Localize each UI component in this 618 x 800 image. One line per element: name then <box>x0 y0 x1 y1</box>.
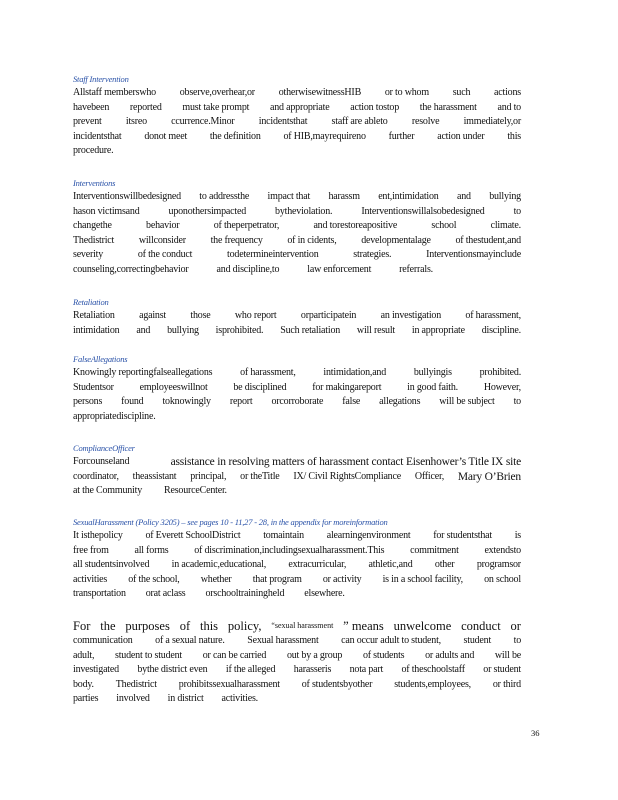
text-run: transportation <box>73 588 126 600</box>
text-run: strategies. <box>353 249 392 261</box>
text-run: nota part <box>349 664 384 676</box>
paragraph-line <box>73 558 521 573</box>
text-run: of a sexual nature. <box>155 635 225 646</box>
text-run: at the Community <box>73 485 143 497</box>
paragraph-line <box>73 678 521 693</box>
text-run: impact that <box>267 191 311 202</box>
text-run: to <box>513 635 521 646</box>
text-run: or can be carried <box>202 649 267 661</box>
text-run: student <box>463 635 492 646</box>
text-run: or to whom <box>384 87 429 98</box>
paragraph-line <box>73 130 521 145</box>
text-run: severity <box>73 249 104 261</box>
page-number: 36 <box>531 728 540 738</box>
text-run: referrals. <box>399 263 433 275</box>
text-run: false <box>342 396 361 408</box>
text-run: of the school, <box>128 573 180 585</box>
text-run: bullyingis <box>413 367 452 378</box>
section-interventions <box>73 178 521 278</box>
text-run: will be subject <box>439 396 495 408</box>
text-run: programsor <box>476 559 521 571</box>
text-run: in district <box>167 693 204 705</box>
text-run: hason victimsand <box>73 205 140 217</box>
text-run: the harassment <box>419 101 477 113</box>
section-heading: FalseAllegations <box>73 354 128 364</box>
paragraph-line <box>73 381 521 396</box>
text-run: Allstaff memberswho <box>73 87 156 98</box>
paragraph-line <box>73 470 521 485</box>
text-run: resolve <box>411 116 440 128</box>
text-run: report <box>229 396 253 408</box>
text-run: reported <box>129 101 162 113</box>
text-run: ResourceCenter. <box>164 485 227 497</box>
text-run: the frequency <box>210 234 263 246</box>
text-run: can occur adult to student, <box>341 635 441 646</box>
text-run: procedure. <box>73 145 114 157</box>
text-run: action under <box>437 130 485 142</box>
text-run: be disciplined <box>233 381 287 393</box>
text-run: Knowingly reportingfalseallegations <box>73 367 213 378</box>
text-run: and appropriate <box>269 101 330 113</box>
text-run: uponothersimpacted <box>168 205 247 217</box>
text-run: of harassment, <box>240 367 296 378</box>
text-run: assistance in resolving matters of harassment contact Eisenhower’s Title IX site <box>170 456 521 468</box>
text-run: Sexual harassment <box>247 635 319 646</box>
section-compliance-officer <box>73 443 521 499</box>
text-run: orparticipatein <box>300 310 357 321</box>
section-staff-intervention <box>73 74 521 159</box>
text-run: or activity <box>322 573 362 585</box>
text-run: is <box>514 530 521 541</box>
text-run: appropriatediscipline. <box>73 410 156 422</box>
paragraph-line <box>73 263 521 278</box>
paragraph-line <box>73 529 521 544</box>
paragraph-line <box>73 649 521 664</box>
text-run: of students <box>362 649 405 661</box>
paragraph-line <box>73 587 521 602</box>
text-run: all forms <box>134 544 169 556</box>
paragraph-line <box>73 410 521 425</box>
section-sexual-harassment <box>73 517 521 602</box>
text-run: will result <box>356 324 395 336</box>
text-run: willconsider <box>138 234 186 246</box>
text-run: and <box>456 191 471 202</box>
section-heading: ComplianceOfficer <box>73 443 135 453</box>
text-run: if the alleged <box>225 664 276 676</box>
text-run: Such retaliation <box>280 324 341 336</box>
paragraph-line <box>73 205 521 220</box>
text-run: this <box>507 130 521 142</box>
text-run: will be <box>494 649 521 661</box>
text-run: parties <box>73 693 99 705</box>
section-retaliation <box>73 297 521 338</box>
text-run: ent,intimidation <box>378 191 439 202</box>
text-run: for makingareport <box>312 381 382 393</box>
text-run: athletic,and <box>368 559 413 571</box>
text-run: employeeswillnot <box>139 381 208 393</box>
text-run: However, <box>483 381 521 393</box>
text-run: bytheviolation. <box>275 205 333 217</box>
paragraph-line <box>73 190 521 205</box>
text-run: in academic,educational, <box>171 559 266 571</box>
text-run: bullying <box>167 324 199 336</box>
text-run: bullying <box>489 191 521 202</box>
text-run: further <box>388 130 415 142</box>
paragraph-line <box>73 634 521 649</box>
text-run: this <box>199 619 219 633</box>
text-run: and <box>136 324 151 336</box>
text-run: staff are ableto <box>331 116 388 128</box>
text-run: in good faith. <box>407 381 458 393</box>
text-run: orcorroborate <box>271 396 324 408</box>
text-run: an investigation <box>380 310 442 321</box>
paragraph-line <box>73 115 521 130</box>
text-run: such <box>452 87 471 98</box>
text-run: out by a group <box>286 649 343 661</box>
text-run: Retaliation <box>73 310 115 321</box>
text-run: Mary O’Brien <box>457 470 521 483</box>
text-run: for studentsthat <box>433 530 492 541</box>
text-run: to addressthe <box>199 191 250 202</box>
section-definition <box>73 618 521 707</box>
text-run: against <box>139 310 167 321</box>
text-run: Studentsor <box>73 381 114 393</box>
paragraph-line <box>73 455 521 470</box>
text-run: climate. <box>490 220 521 232</box>
text-run: those <box>190 310 211 321</box>
text-run: of discrimination,includingsexualharassment.This <box>194 544 385 556</box>
text-run: isprohibited. <box>215 324 264 336</box>
text-run: of theperpetrator, <box>213 220 280 232</box>
paragraph-line <box>73 86 521 101</box>
section-heading: SexualHarassment (Policy 3205) – see pages 10 - 11,27 - 28, in the appendix for moreinformation <box>73 517 388 527</box>
text-run: orschooltrainingheld <box>205 588 285 600</box>
paragraph-line <box>73 395 521 410</box>
paragraph-line <box>73 324 521 339</box>
text-run: developmentalage <box>361 234 431 246</box>
text-run: that program <box>252 573 302 585</box>
text-run: to <box>513 396 521 408</box>
text-run: behavior <box>146 220 180 232</box>
text-run: commitment <box>410 544 459 556</box>
text-run: prohibitssexualharassment <box>178 678 280 690</box>
text-run: extendsto <box>484 544 521 556</box>
text-run: principal, <box>190 470 227 482</box>
text-run: of HIB,mayrequireno <box>283 130 366 142</box>
text-run: or student <box>483 664 521 676</box>
text-run: of thestudent,and <box>455 234 521 246</box>
text-run: For <box>73 619 91 633</box>
text-run: persons <box>73 396 103 408</box>
text-run: communication <box>73 635 133 646</box>
text-run: changethe <box>73 220 112 232</box>
paragraph-line <box>73 618 521 634</box>
text-run: of in cidents, <box>287 234 337 246</box>
text-run: investigated <box>73 664 119 676</box>
text-run: ccurrence.Minor <box>171 116 235 128</box>
text-run: body. <box>73 678 94 690</box>
text-run: or adults and <box>425 649 475 661</box>
text-run: school <box>431 220 457 232</box>
text-run: or third <box>492 678 521 690</box>
section-heading: Retaliation <box>73 297 109 307</box>
text-run: Forcounseland <box>73 456 130 467</box>
text-run: students,employees, <box>394 678 471 690</box>
text-run: the definition <box>209 130 261 142</box>
text-run: action tostop <box>350 101 400 113</box>
text-run: extracurricular, <box>288 559 347 571</box>
paragraph-line <box>73 219 521 234</box>
text-run: activities <box>73 573 108 585</box>
paragraph-line <box>73 663 521 678</box>
text-run: adult, <box>73 649 95 661</box>
paragraph-line <box>73 366 521 381</box>
text-run: toknowingly <box>162 396 211 408</box>
text-run: of harassment, <box>465 310 521 321</box>
paragraph-line <box>73 248 521 263</box>
text-run: Interventionswillalsobedesigned <box>361 205 485 217</box>
text-run: havebeen <box>73 101 110 113</box>
text-run: intimidation <box>73 324 120 336</box>
text-run: and torestoreapositive <box>313 220 398 232</box>
text-run: prevent <box>73 116 102 128</box>
text-run: of theschoolstaff <box>401 664 465 676</box>
text-run: Thedistrict <box>115 678 157 690</box>
text-run: and discipline,to <box>216 263 280 275</box>
text-run: student to student <box>115 649 182 661</box>
text-run: IX/ Civil RightsCompliance <box>293 470 401 482</box>
text-run: actions <box>494 87 521 98</box>
text-run: on school <box>484 573 521 585</box>
paragraph-line <box>73 101 521 116</box>
text-run: bythe district even <box>137 664 208 676</box>
text-run: Officer, <box>414 470 445 482</box>
paragraph-line <box>73 309 521 324</box>
text-run: is in a school facility, <box>382 573 463 585</box>
text-run: all studentsinvolved <box>73 559 150 571</box>
text-run: donot meet <box>144 130 188 142</box>
text-run: involved <box>116 693 150 705</box>
paragraph-line <box>73 573 521 588</box>
text-run: Interventionsmayinclude <box>426 249 521 261</box>
text-run: allegations <box>379 396 421 408</box>
text-run: law enforcement <box>307 263 372 275</box>
text-run: It isthepolicy <box>73 530 123 541</box>
text-run: itsreo <box>125 116 147 128</box>
text-run: of <box>179 619 191 633</box>
text-run: intimidation,and <box>323 367 387 378</box>
text-run: incidentsthat <box>73 130 122 142</box>
text-run: tomaintain <box>263 530 304 541</box>
text-run: Thedistrict <box>73 234 115 246</box>
text-run: harassm <box>328 191 360 202</box>
text-run: ” means <box>343 619 384 633</box>
text-run: of the conduct <box>137 249 193 261</box>
text-run: coordinator, <box>73 470 119 482</box>
paragraph-line <box>73 234 521 249</box>
section-heading: Staff Intervention <box>73 74 129 84</box>
paragraph-line <box>73 692 521 707</box>
text-run: unwelcome <box>393 619 452 633</box>
paragraph-line <box>73 144 521 159</box>
text-run: orat aclass <box>145 588 186 600</box>
section-heading: Interventions <box>73 178 116 188</box>
text-run: alearningenvironment <box>326 530 411 541</box>
text-run: to <box>513 205 521 217</box>
text-run: of studentsbyother <box>301 678 373 690</box>
text-run: incidentsthat <box>258 116 308 128</box>
text-run: immediately,or <box>463 116 521 128</box>
paragraph-line <box>73 544 521 559</box>
text-run: theassistant <box>132 470 177 482</box>
text-run: policy, <box>227 619 262 633</box>
text-run: discipline. <box>481 324 521 336</box>
text-run: or <box>510 619 521 633</box>
text-run: of Everett SchoolDistrict <box>145 530 241 541</box>
text-run: Interventionswillbedesigned <box>73 191 181 202</box>
text-run: free from <box>73 544 109 556</box>
text-run: in appropriate <box>411 324 465 336</box>
section-false-allegations <box>73 354 521 424</box>
text-run: observe,overhear,or <box>179 87 255 98</box>
text-run: counseling,correctingbehavior <box>73 263 189 275</box>
text-run: “sexual harassment <box>271 621 334 630</box>
text-run: who report <box>234 310 277 321</box>
text-run: activities. <box>221 693 258 705</box>
text-run: must take prompt <box>182 101 250 113</box>
text-run: purposes <box>125 619 170 633</box>
text-run: other <box>434 559 455 571</box>
text-run: otherwisewitnessHIB <box>278 87 362 98</box>
text-run: harasseris <box>293 664 332 676</box>
text-run: or theTitle <box>240 470 280 482</box>
text-run: prohibited. <box>479 367 521 378</box>
paragraph-line <box>73 484 521 499</box>
text-run: elsewhere. <box>304 588 345 600</box>
text-run: todetermineintervention <box>227 249 319 261</box>
text-run: conduct <box>461 619 501 633</box>
text-run: the <box>100 619 116 633</box>
text-run: found <box>121 396 144 408</box>
text-run: and to <box>497 101 521 113</box>
text-run: whether <box>200 573 232 585</box>
